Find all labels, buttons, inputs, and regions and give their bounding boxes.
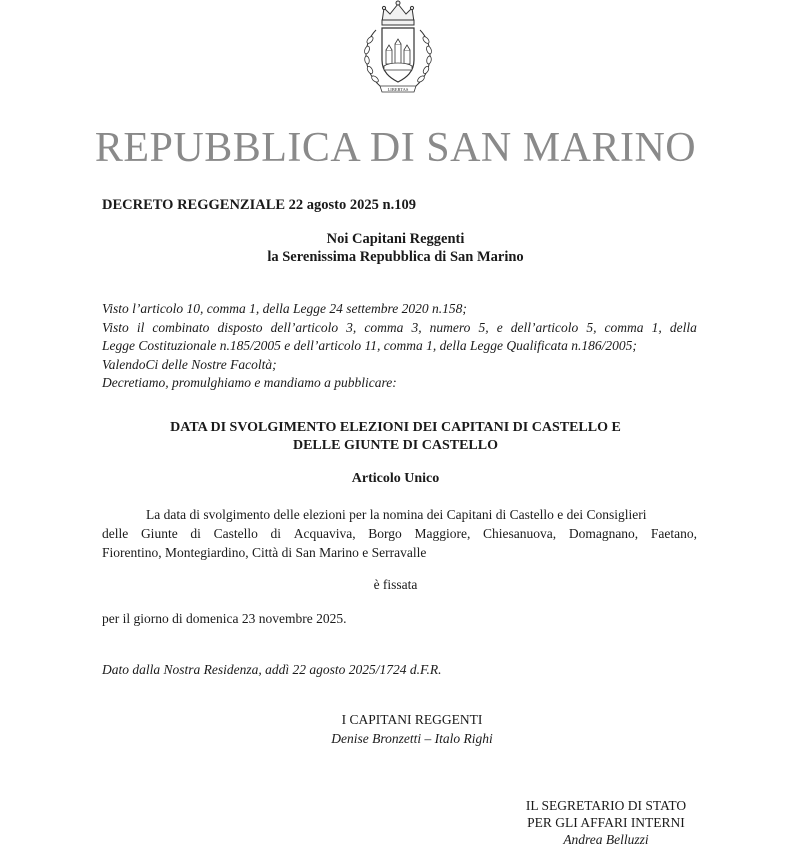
emblem-motto: LIBERTAS bbox=[387, 87, 409, 92]
word: disposto bbox=[217, 319, 263, 335]
article-body bbox=[102, 505, 697, 562]
regents-signature-title: I CAPITANI REGGENTI bbox=[341, 712, 483, 727]
word: Maggiore, bbox=[414, 526, 471, 541]
word: Faetano, bbox=[650, 526, 697, 541]
word: Chiesanuova, bbox=[483, 526, 557, 541]
regents-signature-names: Denise Bronzetti – Italo Righi bbox=[331, 731, 493, 746]
secretary-title-line-1: IL SEGRETARIO DI STATO bbox=[525, 798, 687, 813]
page-title: REPUBBLICA DI SAN MARINO bbox=[94, 125, 697, 171]
word: Visto bbox=[102, 319, 129, 335]
word: della bbox=[669, 319, 697, 335]
word: comma bbox=[364, 319, 404, 335]
word: di bbox=[190, 526, 201, 541]
date-line: per il giorno di domenica 23 novembre 2025. bbox=[102, 611, 347, 626]
premise-line-1: Visto l’articolo 10, comma 1, della Legge 24 settembre 2020 n.158; bbox=[102, 301, 467, 316]
body-line-2 bbox=[102, 524, 697, 543]
word: 3, bbox=[411, 319, 422, 335]
word: 5, bbox=[478, 319, 489, 335]
premise-line-5: Decretiamo, promulghiamo e mandiamo a pubblicare: bbox=[102, 375, 397, 390]
decree-heading: DECRETO REGGENZIALE 22 agosto 2025 n.109 bbox=[102, 197, 416, 213]
word: comma bbox=[604, 319, 644, 335]
body-line-1: La data di svolgimento delle elezioni per la nomina dei Capitani di Castello e dei Consiglieri bbox=[146, 507, 647, 522]
regents-intro-line-2: la Serenissima Repubblica di San Marino bbox=[267, 249, 524, 265]
word: Borgo bbox=[368, 526, 402, 541]
word: 1, bbox=[651, 319, 662, 335]
coat-of-arms-emblem bbox=[358, 0, 438, 96]
word: e bbox=[496, 319, 503, 335]
word: 5, bbox=[586, 319, 597, 335]
word: il bbox=[136, 319, 145, 335]
word: di bbox=[270, 526, 282, 541]
word: Castello bbox=[213, 526, 258, 541]
secretary-name: Andrea Belluzzi bbox=[563, 832, 649, 847]
word: dell’articolo bbox=[510, 319, 579, 335]
secretary-title-line-2: PER GLI AFFARI INTERNI bbox=[527, 815, 685, 830]
word: combinato bbox=[152, 319, 210, 335]
residence-date-line: Dato dalla Nostra Residenza, addì 22 agosto 2025/1724 d.F.R. bbox=[102, 662, 442, 677]
word: 3, bbox=[346, 319, 357, 335]
word: Giunte bbox=[140, 526, 178, 541]
premise-block bbox=[102, 300, 697, 393]
word: Acquaviva, bbox=[293, 526, 356, 541]
premise-line-2 bbox=[102, 319, 697, 338]
fissata-line: è fissata bbox=[373, 577, 418, 592]
word: numero bbox=[429, 319, 471, 335]
section-title-line-1: DATA DI SVOLGIMENTO ELEZIONI DEI CAPITANI DI CASTELLO E bbox=[170, 420, 621, 435]
body-line-3: Fiorentino, Montegiardino, Città di San Marino e Serravalle bbox=[102, 545, 427, 560]
word: dell’articolo bbox=[270, 319, 339, 335]
premise-line-4: ValendoCi delle Nostre Facoltà; bbox=[102, 356, 277, 372]
word: delle bbox=[102, 526, 129, 541]
coat-of-arms-icon bbox=[358, 0, 438, 96]
article-heading: Articolo Unico bbox=[351, 471, 440, 486]
premise-line-3: Legge Costituzionale n.185/2005 e dell’articolo 11, comma 1, della Legge Qualificata n.186/2005; bbox=[102, 338, 637, 353]
section-title-line-2: DELLE GIUNTE DI CASTELLO bbox=[292, 438, 498, 453]
word: Domagnano, bbox=[568, 526, 639, 541]
regents-intro-line-1: Noi Capitani Reggenti bbox=[326, 231, 465, 247]
